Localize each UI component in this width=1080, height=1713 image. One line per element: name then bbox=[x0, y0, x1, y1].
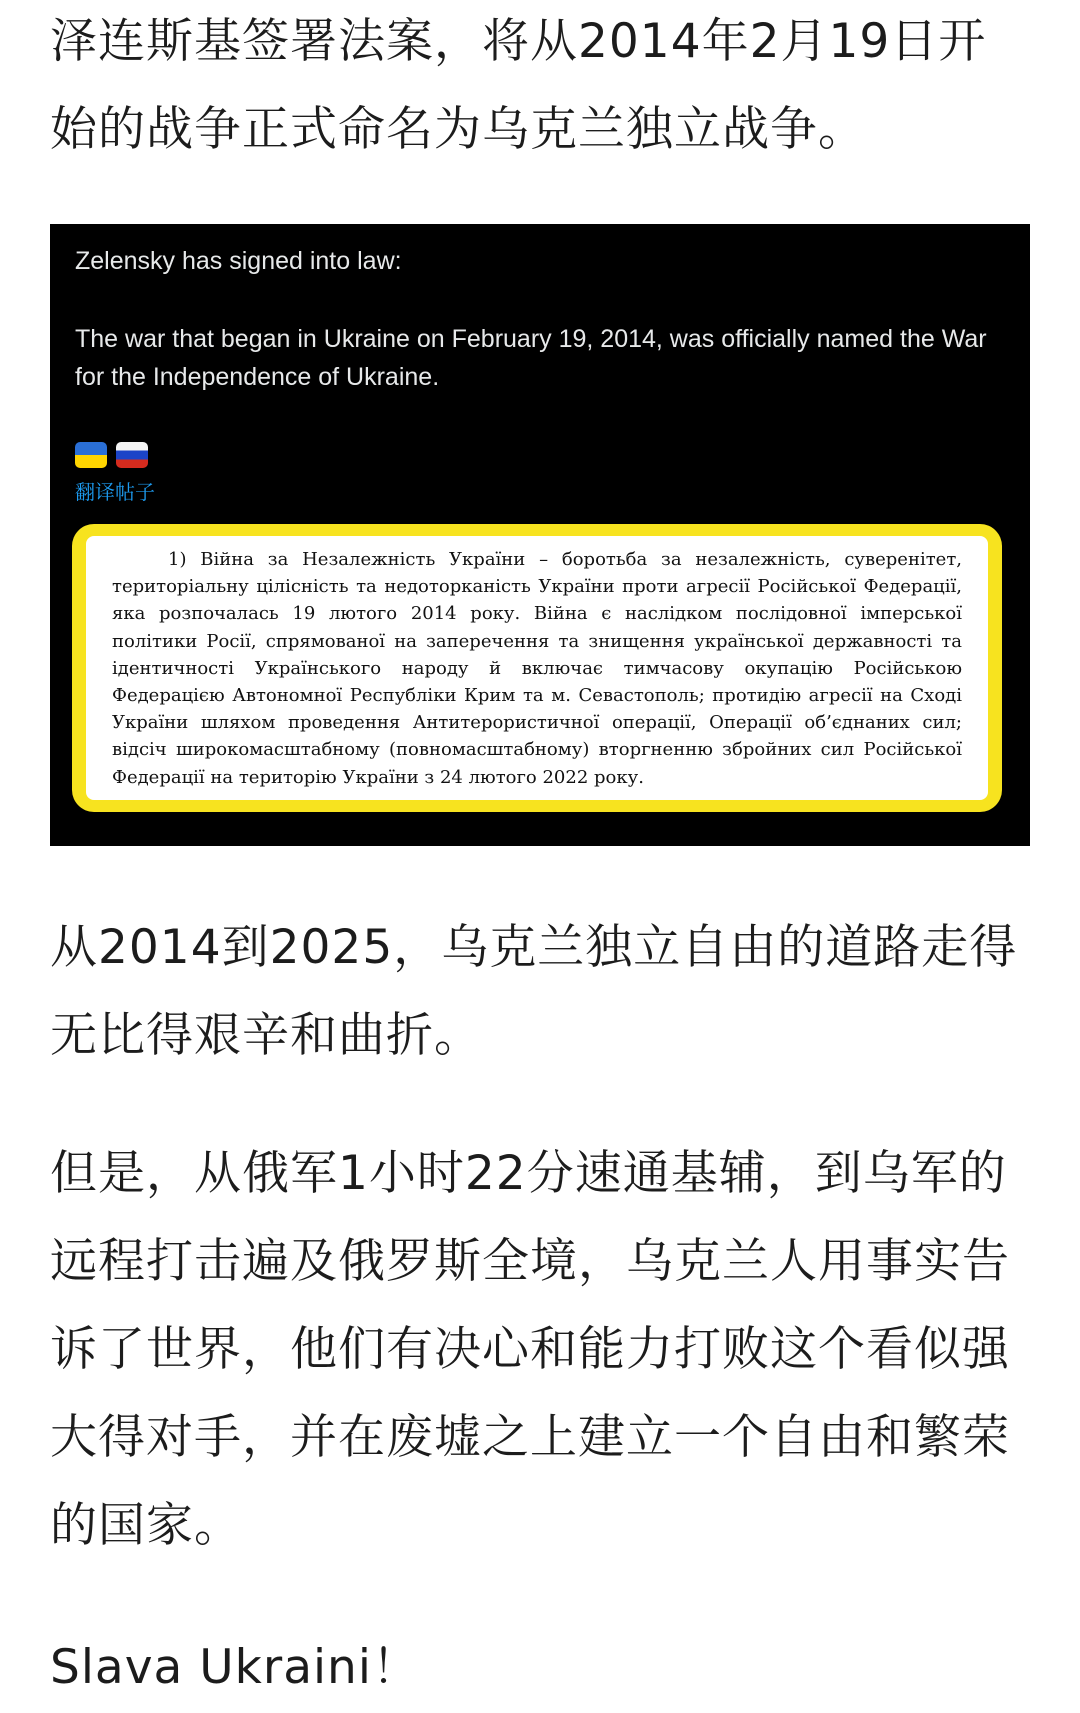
document-highlight-frame bbox=[72, 524, 1002, 812]
post-paragraph-1: 泽连斯基签署法案，将从2014年2月19日开始的战争正式命名为乌克兰独立战争。 bbox=[50, 14, 987, 157]
russia-flag-icon bbox=[116, 442, 148, 468]
embedded-tweet-screenshot[interactable] bbox=[50, 224, 1030, 846]
document-text: 1) Війна за Незалежність України – боротьба за незалежність, суверенітет, територіальну цілісність та недоторканість України проти агресії Російської Федерації, яка розпочалась 19 лютого 2014 року. Війна є наслідком послідовної імперської політики Росії, спрямованої на заперечення та знищення української державності та ідентичності Українського народу й включає тимчасову окупацію Російською Федерацією Автономної Республіки Крим та м. Севастополь; протидію агресії на Сході України шляхом проведення Антитерористичної операції, Операції об’єднаних сил; відсіч широкомасштабному (повномасштабному) вторгненню збройних сил Російської Федерації на територію України з 24 лютого 2022 року. bbox=[112, 549, 962, 788]
tweet-text: The war that began in Ukraine on February 19, 2014, was officially named the War for the Independence of Ukraine. bbox=[75, 325, 987, 391]
document-excerpt bbox=[86, 536, 988, 800]
post-paragraph-4: Slava Ukraini！ bbox=[50, 1640, 420, 1695]
post-paragraph-2: 从2014到2025，乌克兰独立自由的道路走得无比得艰辛和曲折。 bbox=[50, 920, 1018, 1063]
post-paragraph-3: 但是，从俄军1小时22分速通基辅，到乌军的远程打击遍及俄罗斯全境，乌克兰人用事实告诉了世界，他们有决心和能力打败这个看似强大得对手，并在废墟之上建立一个自由和繁荣的国家。 bbox=[50, 1146, 1010, 1553]
tweet-heading: Zelensky has signed into law: bbox=[75, 247, 402, 275]
ukraine-flag-icon bbox=[75, 442, 107, 468]
translate-post-link[interactable]: 翻译帖子 bbox=[75, 480, 155, 504]
flag-emojis bbox=[75, 442, 152, 468]
